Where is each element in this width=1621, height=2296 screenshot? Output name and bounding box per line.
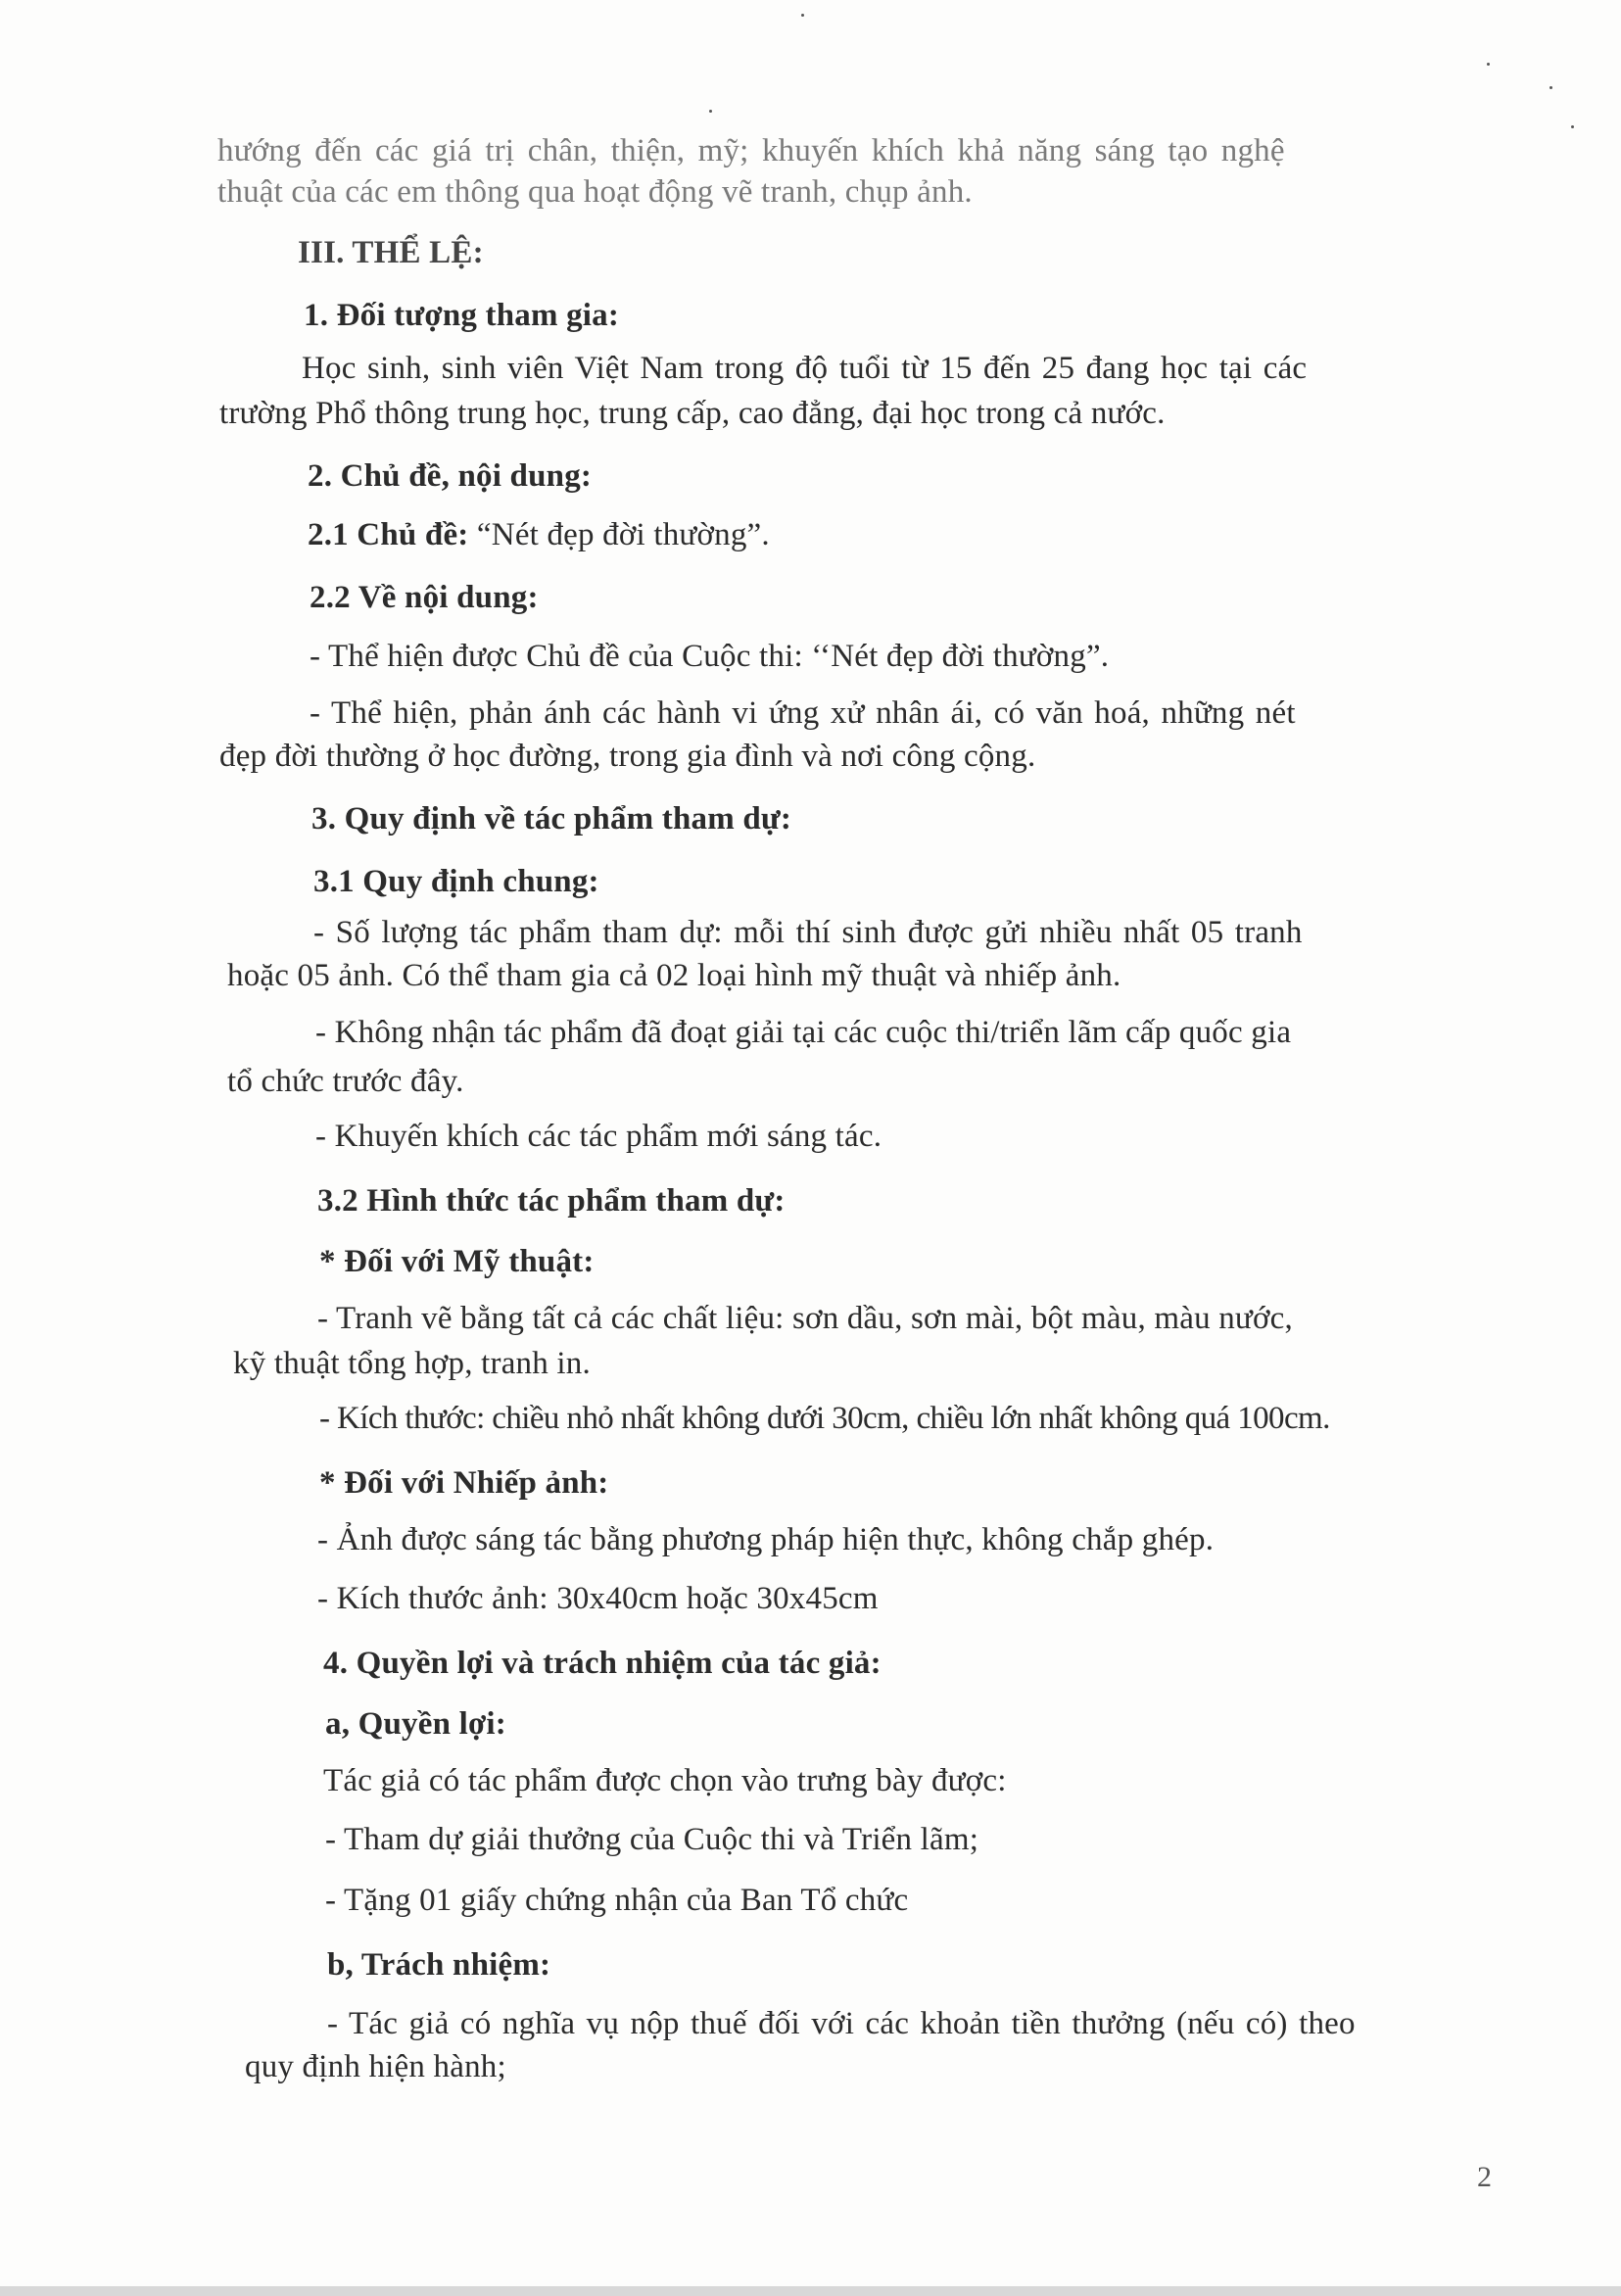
theme-label: 2.1 Chủ đề:	[308, 517, 469, 552]
participants-line-2: trường Phổ thông trung học, trung cấp, cao đẳng, đại học trong cả nước.	[219, 396, 1166, 431]
intro-line-1: hướng đến các giá trị chân, thiện, mỹ; khuyến khích khả năng sáng tạo nghệ	[217, 133, 1285, 168]
heading-photography: * Đối với Nhiếp ảnh:	[319, 1465, 609, 1501]
responsibilities-line-1: - Tác giả có nghĩa vụ nộp thuế đối với các khoản tiền thưởng (nếu có) theo	[327, 2006, 1356, 2041]
rights-line-3: - Tặng 01 giấy chứng nhận của Ban Tổ chức	[325, 1883, 909, 1918]
heading-entry-rules: 3. Quy định về tác phẩm tham dự:	[311, 801, 792, 837]
rights-line-1: Tác giả có tác phẩm được chọn vào trưng bày được:	[323, 1763, 1007, 1798]
general-line-3: - Không nhận tác phẩm đã đoạt giải tại các cuộc thi/triển lãm cấp quốc gia	[315, 1015, 1292, 1050]
general-line-5: - Khuyến khích các tác phẩm mới sáng tác.	[315, 1119, 882, 1154]
fine-arts-line-2: kỹ thuật tổng hợp, tranh in.	[233, 1346, 591, 1381]
theme-value: “Nét đẹp đời thường”.	[468, 517, 770, 552]
heading-participants: 1. Đối tượng tham gia:	[304, 298, 620, 333]
responsibilities-line-2: quy định hiện hành;	[245, 2049, 506, 2084]
heading-general-rules: 3.1 Quy định chung:	[313, 864, 599, 899]
heading-content: 2.2 Về nội dung:	[310, 580, 539, 615]
participants-line-1: Học sinh, sinh viên Việt Nam trong độ tuổi từ 15 đến 25 đang học tại các	[302, 351, 1308, 386]
scan-speck	[801, 14, 804, 17]
fine-arts-line-1: - Tranh vẽ bằng tất cả các chất liệu: sơn dầu, sơn mài, bột màu, màu nước,	[317, 1301, 1293, 1336]
content-line-1: - Thể hiện được Chủ đề của Cuộc thi: ‘‘Nét đẹp đời thường”.	[310, 639, 1110, 674]
scan-speck	[1487, 63, 1490, 66]
general-line-2: hoặc 05 ảnh. Có thể tham gia cả 02 loại hình mỹ thuật và nhiếp ảnh.	[227, 958, 1121, 993]
heading-rights-responsibilities: 4. Quyền lợi và trách nhiệm của tác giả:	[323, 1646, 882, 1681]
scan-speck	[709, 110, 712, 113]
photography-line-1: - Ảnh được sáng tác bằng phương pháp hiện thực, không chắp ghép.	[317, 1522, 1215, 1557]
general-line-1: - Số lượng tác phẩm tham dự: mỗi thí sinh được gửi nhiều nhất 05 tranh	[313, 915, 1303, 950]
heading-theme-content: 2. Chủ đề, nội dung:	[308, 458, 593, 494]
theme-line	[308, 515, 770, 554]
heading-fine-arts: * Đối với Mỹ thuật:	[319, 1244, 595, 1279]
section-heading-rules: III. THỂ LỆ:	[298, 235, 484, 270]
intro-line-2: thuật của các em thông qua hoạt động vẽ tranh, chụp ảnh.	[217, 174, 973, 210]
heading-responsibilities: b, Trách nhiệm:	[327, 1947, 551, 1983]
page-number: 2	[1477, 2161, 1492, 2193]
photography-line-2: - Kích thước ảnh: 30x40cm hoặc 30x45cm	[317, 1581, 879, 1616]
content-line-3: đẹp đời thường ở học đường, trong gia đình và nơi công cộng.	[219, 739, 1036, 774]
fine-arts-line-3: - Kích thước: chiều nhỏ nhất không dưới 30cm, chiều lớn nhất không quá 100cm.	[319, 1401, 1330, 1436]
heading-rights: a, Quyền lợi:	[325, 1706, 506, 1742]
scan-speck	[1549, 86, 1552, 89]
scan-speck	[1571, 125, 1574, 128]
general-line-4: tổ chức trước đây.	[227, 1064, 464, 1099]
scan-bottom-edge	[0, 2286, 1621, 2296]
heading-entry-format: 3.2 Hình thức tác phẩm tham dự:	[317, 1183, 786, 1219]
rights-line-2: - Tham dự giải thưởng của Cuộc thi và Triển lãm;	[325, 1822, 979, 1857]
content-line-2: - Thể hiện, phản ánh các hành vi ứng xử nhân ái, có văn hoá, những nét	[310, 695, 1296, 731]
